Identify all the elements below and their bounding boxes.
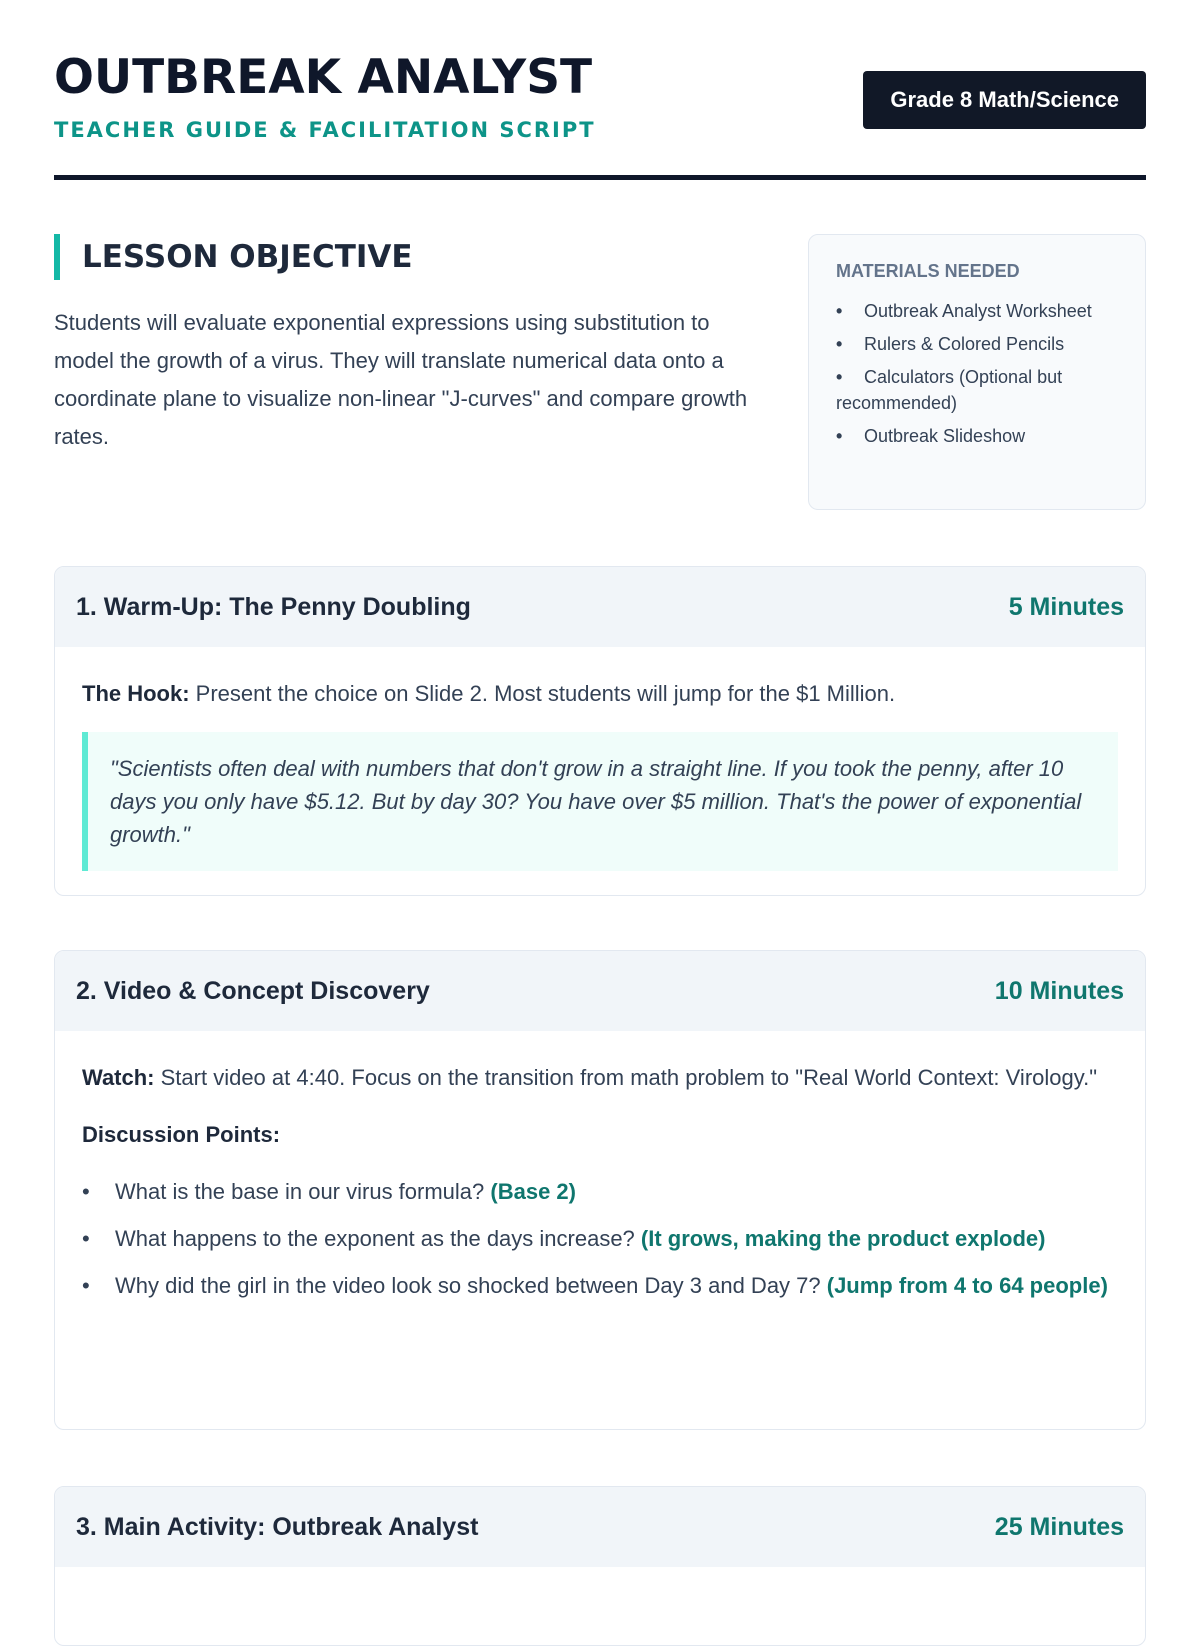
section-title: 2. Video & Concept Discovery	[76, 976, 430, 1005]
discussion-point	[82, 1269, 1118, 1302]
section-title: 3. Main Activity: Outbreak Analyst	[76, 1512, 479, 1541]
page-title: OUTBREAK ANALYST	[54, 50, 593, 105]
discussion-answer: (Base 2)	[490, 1179, 576, 1204]
hook-label: The Hook:	[82, 681, 190, 706]
section-duration: 25 Minutes	[994, 1512, 1124, 1541]
section-body	[55, 647, 1145, 896]
teacher-script-quote: "Scientists often deal with numbers that don't grow in a straight line. If you took the penny, after 10 days you only have $5.12. But by day 30? You have over $5 million. That's the power of exponential growth."	[82, 732, 1118, 871]
section-duration: 5 Minutes	[1008, 592, 1124, 621]
page-header	[54, 0, 1146, 180]
discussion-answer: (Jump from 4 to 64 people)	[826, 1273, 1108, 1298]
materials-item: • Calculators (Optional but recommended)	[836, 364, 1118, 416]
discussion-answer: (It grows, making the product explode)	[640, 1226, 1046, 1251]
watch-label: Watch:	[82, 1065, 155, 1090]
watch-text: Start video at 4:40. Focus on the transition from math problem to "Real World Context: Virology."	[154, 1065, 1098, 1090]
section-header	[55, 951, 1145, 1031]
lesson-objective	[54, 234, 774, 456]
hook-paragraph	[82, 677, 1118, 710]
section-main-activity	[54, 1486, 1146, 1646]
materials-list	[836, 298, 1118, 449]
discussion-question: Why did the girl in the video look so shocked between Day 3 and Day 7?	[115, 1273, 827, 1298]
watch-paragraph	[82, 1061, 1118, 1094]
section-video-discovery	[54, 950, 1146, 1430]
section-header	[55, 1487, 1145, 1567]
materials-item: • Rulers & Colored Pencils	[836, 331, 1118, 357]
discussion-list	[82, 1175, 1118, 1302]
hook-text: Present the choice on Slide 2. Most students will jump for the $1 Million.	[189, 681, 896, 706]
discussion-heading	[82, 1118, 1118, 1151]
discussion-question: What is the base in our virus formula?	[115, 1179, 491, 1204]
objective-heading: LESSON OBJECTIVE	[54, 234, 774, 280]
materials-box	[808, 234, 1146, 510]
section-body	[55, 1031, 1145, 1342]
section-duration: 10 Minutes	[994, 976, 1124, 1005]
discussion-question: What happens to the exponent as the days increase?	[115, 1226, 641, 1251]
materials-item: • Outbreak Slideshow	[836, 423, 1118, 449]
materials-item: • Outbreak Analyst Worksheet	[836, 298, 1118, 324]
objective-row	[54, 180, 1146, 510]
section-warm-up	[54, 566, 1146, 896]
discussion-label: Discussion Points:	[82, 1122, 281, 1147]
materials-title: MATERIALS NEEDED	[836, 261, 1020, 281]
section-header	[55, 567, 1145, 647]
discussion-point	[82, 1175, 1118, 1208]
page-subtitle: TEACHER GUIDE & FACILITATION SCRIPT	[54, 118, 596, 142]
objective-text: Students will evaluate exponential expressions using substitution to model the growth of a virus. They will translate numerical data onto a coordinate plane to visualize non-linear "J-curves" and compare growth rates.	[54, 310, 748, 449]
grade-badge: Grade 8 Math/Science	[863, 71, 1146, 129]
section-title: 1. Warm-Up: The Penny Doubling	[76, 592, 471, 621]
discussion-point	[82, 1222, 1118, 1255]
